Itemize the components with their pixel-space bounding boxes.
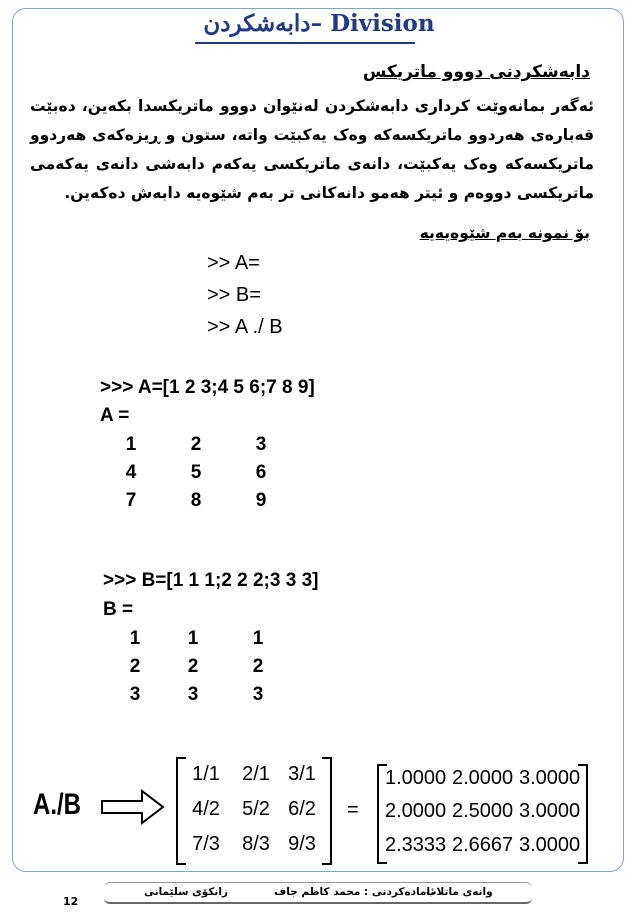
matrix-cell: 8 (190, 490, 202, 511)
section-heading: دابەشکردنی دووو ماتریکس (362, 62, 590, 82)
matrix-cell: 3 (129, 684, 141, 705)
fraction-cell: 8/3 (242, 833, 270, 855)
matrix-cell: 2 (187, 656, 199, 677)
matrix-cell: 9 (255, 490, 267, 511)
fraction-cell: 5/2 (242, 798, 270, 820)
footer-author: ئامادەکردنی : محمد کاظم جاف (274, 886, 435, 898)
matrix-cell: 2 (252, 656, 264, 677)
result-cell: 2.3333 (385, 834, 447, 856)
result-cell: 3.0000 (519, 800, 581, 822)
fraction-cell: 9/3 (288, 833, 316, 855)
matrix-cell: 5 (190, 462, 202, 483)
matrix-cell: 4 (125, 462, 137, 483)
matrix-cell: 2 (190, 434, 202, 455)
page-number: 12 (63, 895, 79, 908)
matrix-cell: 1 (187, 628, 199, 649)
footer-bar (104, 882, 532, 904)
result-cell: 3.0000 (519, 834, 581, 856)
right-bracket (322, 757, 332, 865)
footer-course: وانەی ماتلاب (426, 886, 493, 898)
section-paragraph: ئەگەر بمانەوێت کرداری دابەشکردن لەنێوان دووو ماتریکسدا بکەین، دەبێت قەبارەی هەردوو ماتریکسەکە وەک یەکبێت واتە، ستون و ڕیزەکەی هەردوو ماتریکسەکە وەک یەکبێت، دانەی ماتریکسی یەکەم دابەشی دانەی یەکەمی ماتریکسی دووەم و ئیتر هەمو دانەکانی تر بەم شێوەیە دابەش دەکەین. (30, 97, 594, 202)
matrix-cell: 7 (125, 490, 137, 511)
equals-sign: = (347, 799, 359, 821)
matrix-a-label: A = (100, 405, 130, 426)
matrix-cell: 1 (125, 434, 137, 455)
result-cell: 2.5000 (452, 800, 514, 822)
result-cell: 2.0000 (452, 767, 514, 789)
fraction-cell: 2/1 (242, 763, 270, 785)
matrix-b-label: B = (103, 599, 134, 620)
division-label: A./B (33, 788, 81, 821)
matrix-cell: 3 (187, 684, 199, 705)
page-title: دابەشکردن– Division (203, 10, 435, 37)
arrow-right-icon (100, 788, 166, 826)
fraction-cell: 6/2 (288, 798, 316, 820)
footer-university: زانکۆی سلێمانی (144, 886, 228, 898)
fraction-cell: 3/1 (288, 763, 316, 785)
matrix-cell: 3 (252, 684, 264, 705)
result-cell: 1.0000 (385, 767, 447, 789)
matrix-cell: 2 (129, 656, 141, 677)
title-underline (195, 42, 415, 44)
fraction-cell: 1/1 (192, 763, 220, 785)
fraction-cell: 7/3 (192, 833, 220, 855)
result-cell: 3.0000 (519, 767, 581, 789)
command-line: >> A= (207, 252, 260, 274)
matrix-cell: 1 (252, 628, 264, 649)
matrix-cell: 1 (129, 628, 141, 649)
matrix-cell: 6 (255, 462, 267, 483)
matrix-cell: 3 (255, 434, 267, 455)
command-line: >> A ./ B (207, 316, 283, 338)
result-cell: 2.0000 (385, 800, 447, 822)
example-label: بۆ نمونە بەم شێوەیەیە (419, 224, 590, 242)
matrix-a-command: >>> A=[1 2 3;4 5 6;7 8 9] (100, 377, 315, 398)
left-bracket (176, 757, 186, 865)
fraction-cell: 4/2 (192, 798, 220, 820)
result-cell: 2.6667 (452, 834, 514, 856)
matrix-b-command: >>> B=[1 1 1;2 2 2;3 3 3] (103, 570, 319, 591)
command-line: >> B= (207, 284, 261, 306)
